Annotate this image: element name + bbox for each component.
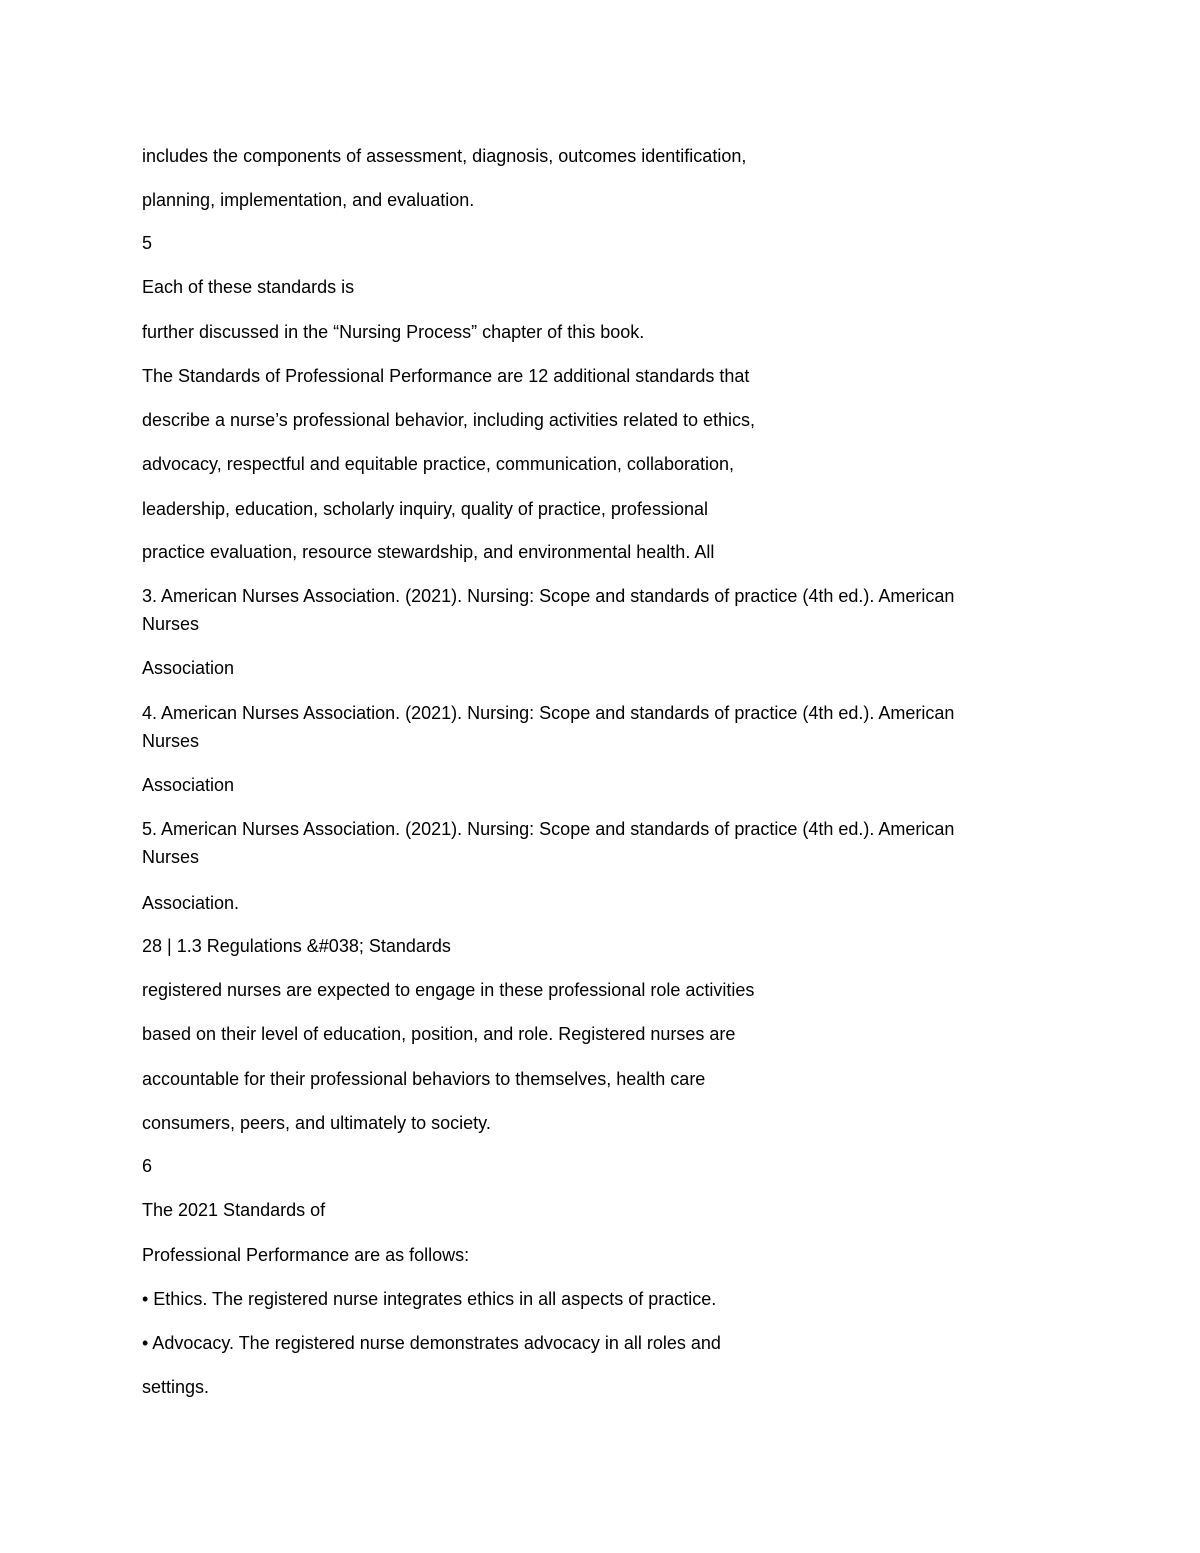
- text-line: Each of these standards is: [142, 277, 355, 297]
- text-line: registered nurses are expected to engage in these professional role activities: [142, 980, 755, 1000]
- text-line: further discussed in the “Nursing Process” chapter of this book.: [142, 322, 645, 342]
- footnote-line: 5. American Nurses Association. (2021). Nursing: Scope and standards of practice (4th ed.). American: [142, 819, 955, 839]
- footnote-line: Nurses: [142, 847, 200, 867]
- footnote-marker: 5: [142, 233, 153, 253]
- footnote-line: 3. American Nurses Association. (2021). Nursing: Scope and standards of practice (4th ed.). American: [142, 586, 955, 606]
- text-line: consumers, peers, and ultimately to society.: [142, 1113, 491, 1133]
- text-line: leadership, education, scholarly inquiry, quality of practice, professional: [142, 499, 708, 519]
- bullet-item: • Ethics. The registered nurse integrates ethics in all aspects of practice.: [142, 1289, 717, 1309]
- footnote-line: Association.: [142, 893, 240, 913]
- text-line: Professional Performance are as follows:: [142, 1245, 470, 1265]
- page-footer: 28 | 1.3 Regulations &#038; Standards: [142, 936, 451, 956]
- text-line: The Standards of Professional Performance are 12 additional standards that: [142, 366, 750, 386]
- text-line: practice evaluation, resource stewardship, and environmental health. All: [142, 542, 715, 562]
- text-line: describe a nurse’s professional behavior, including activities related to ethics,: [142, 410, 756, 430]
- footnote-line: 4. American Nurses Association. (2021). Nursing: Scope and standards of practice (4th ed.). American: [142, 703, 955, 723]
- footnote-marker: 6: [142, 1156, 153, 1176]
- text-line: includes the components of assessment, diagnosis, outcomes identification,: [142, 146, 747, 166]
- footnote-line: Nurses: [142, 731, 200, 751]
- text-line: accountable for their professional behaviors to themselves, health care: [142, 1069, 706, 1089]
- text-line: planning, implementation, and evaluation.: [142, 190, 475, 210]
- text-line: advocacy, respectful and equitable practice, communication, collaboration,: [142, 454, 734, 474]
- text-line: The 2021 Standards of: [142, 1200, 326, 1220]
- footnote-line: Nurses: [142, 614, 200, 634]
- footnote-line: Association: [142, 775, 235, 795]
- text-line: settings.: [142, 1377, 210, 1397]
- bullet-item: • Advocacy. The registered nurse demonstrates advocacy in all roles and: [142, 1333, 721, 1353]
- footnote-line: Association: [142, 658, 235, 678]
- text-line: based on their level of education, position, and role. Registered nurses are: [142, 1024, 736, 1044]
